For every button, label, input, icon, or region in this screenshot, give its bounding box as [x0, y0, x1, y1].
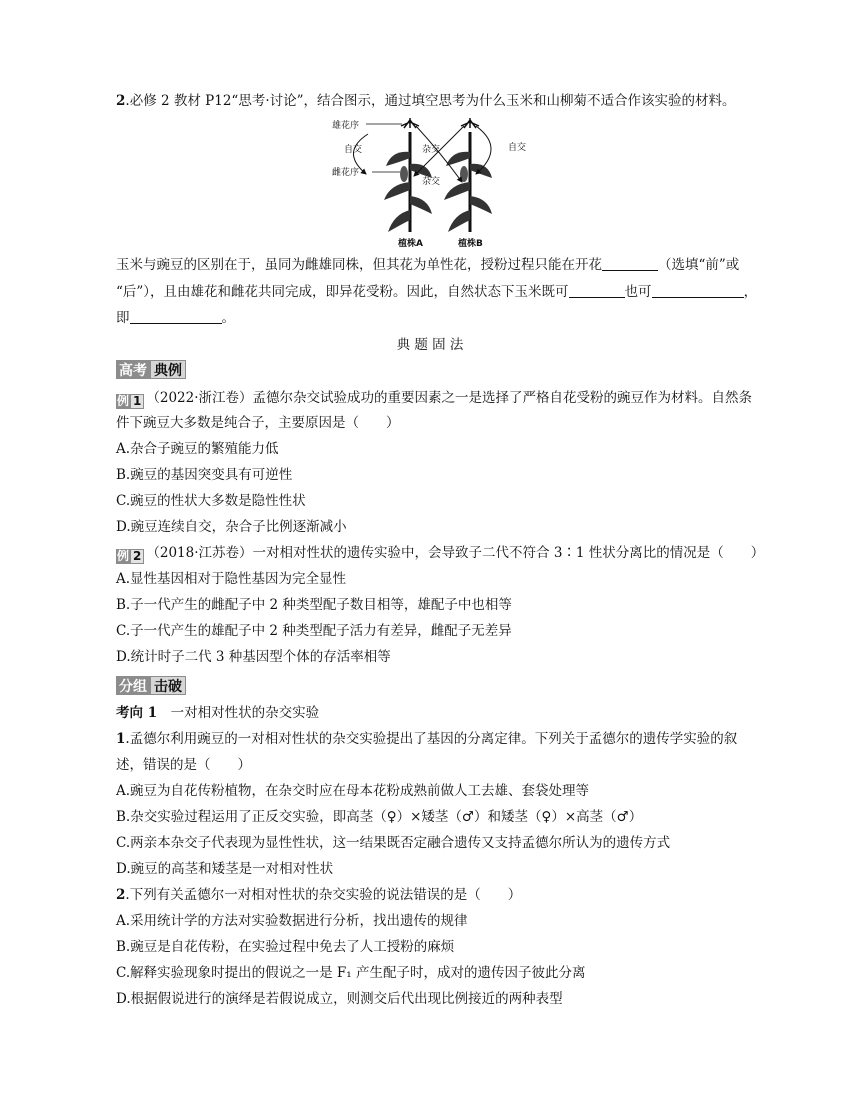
q2-option-d: D.根据假说进行的演绎是若假说成立，则测交后代出现比例接近的两种表型	[116, 991, 563, 1007]
q1-stem-line2: 述，错误的是（ ）	[116, 757, 251, 773]
fill-blank-1[interactable]	[602, 256, 658, 271]
q2-option-c: C.解释实验现象时提出的假说之一是 F₁ 产生配子时，成对的遗传因子彼此分离	[116, 965, 586, 981]
example2-option-d: D.统计时子二代 3 种基因型个体的存活率相等	[116, 649, 391, 665]
q2-number: 2	[116, 887, 126, 903]
section2-intro: 2.必修 2 教材 P12“思考·讨论”，结合图示，通过填空思考为什么玉米和山柳菊不适合作该实验的材料。	[116, 93, 736, 109]
q1-option-d: D.豌豆的高茎和矮茎是一对相对性状	[116, 861, 334, 877]
section2-number: 2	[116, 93, 126, 109]
q1-option-b: B.杂交实验过程运用了正反交实验，即高茎（♀）×矮茎（♂）和矮茎（♀）×高茎（♂）	[116, 809, 643, 825]
example1-option-d: D.豌豆连续自交，杂合子比例逐渐减小	[116, 519, 347, 535]
section2-para-line2: “后”），且由雄花和雌花共同完成，即异花受粉。因此，自然状态下玉米既可 也可 ，	[116, 284, 758, 300]
example1-option-c: C.豌豆的性状大多数是隐性性状	[116, 493, 306, 509]
label-selfing-right: 自交	[508, 143, 527, 153]
label-plant-a: 植株A	[398, 239, 423, 249]
q1-option-c: C.两亲本杂交子代表现为显性性状，这一结果既否定融合遗传又支持孟德尔所认为的遗传方式	[116, 835, 671, 851]
example1-option-b: B.豌豆的基因突变具有可逆性	[116, 467, 293, 483]
label-female-flower: 雌花序	[332, 168, 360, 178]
section2-para-line1: 玉米与豌豆的区别在于，虽同为雌雄同株，但其花为单性花，授粉过程只能在开花 （选填“前”或	[116, 257, 740, 273]
example2-option-b: B.子一代产生的雌配子中 2 种类型配子数目相等，雄配子中也相等	[116, 597, 512, 613]
example1-stem-line2: 件下豌豆大多数是纯合子，主要原因是（ ）	[116, 415, 400, 431]
example1-tag: 例 1	[116, 394, 144, 409]
q1-stem-line1: 1.孟德尔利用豌豆的一对相对性状的杂交实验提出了基因的分离定律。下列关于孟德尔的遗传学实验的叙	[116, 731, 738, 747]
badge-group-breakthrough: 分组 击破	[116, 676, 186, 695]
example2-tag: 例 2	[116, 549, 144, 564]
maize-pollination-figure	[330, 112, 530, 252]
q2-option-a: A.采用统计学的方法对实验数据进行分析，找出遗传的规律	[116, 913, 468, 929]
example1-stem-line1: 例 1 （2022·浙江卷）孟德尔杂交试验成功的重要因素之一是选择了严格自花受粉的豌豆作为材料。自然条	[117, 390, 753, 408]
fill-blank-2[interactable]	[569, 283, 625, 298]
section2-para-line3: 即 。	[116, 310, 235, 326]
direction1-heading: 考向 1 一对相对性状的杂交实验	[116, 705, 320, 721]
example2-option-a: A.显性基因相对于隐性基因为完全显性	[116, 571, 347, 587]
label-plant-b: 植株B	[458, 239, 483, 249]
label-male-flower: 雄花序	[332, 121, 360, 131]
q1-number: 1	[116, 731, 126, 747]
fill-blank-3[interactable]	[652, 283, 744, 298]
badge-gaokao-example: 高考 典例	[116, 360, 186, 379]
fill-blank-4[interactable]	[130, 309, 222, 324]
label-cross-mid: 杂交	[422, 177, 441, 187]
q2-option-b: B.豌豆是自花传粉，在实验过程中免去了人工授粉的麻烦	[116, 939, 455, 955]
label-selfing-left: 自交	[344, 145, 363, 155]
section-heading: 典 题 固 法	[396, 337, 464, 353]
example1-option-a: A.杂合子豌豆的繁殖能力低	[116, 441, 279, 457]
q2-stem: 2.下列有关孟德尔一对相对性状的杂交实验的说法错误的是（ ）	[116, 887, 522, 903]
label-cross-top: 杂交	[422, 145, 441, 155]
example2-option-c: C.子一代产生的雄配子中 2 种类型配子活力有差异，雌配子无差异	[116, 623, 512, 639]
q1-option-a: A.豌豆为自花传粉植物，在杂交时应在母本花粉成熟前做人工去雄、套袋处理等	[116, 783, 590, 799]
plant-b-drawing	[444, 118, 492, 232]
example2-stem-line1: 例 2 （2018·江苏卷）一对相对性状的遗传实验中，会导致子二代不符合 3∶1 性状分离比的情况是（ ）	[117, 545, 765, 563]
